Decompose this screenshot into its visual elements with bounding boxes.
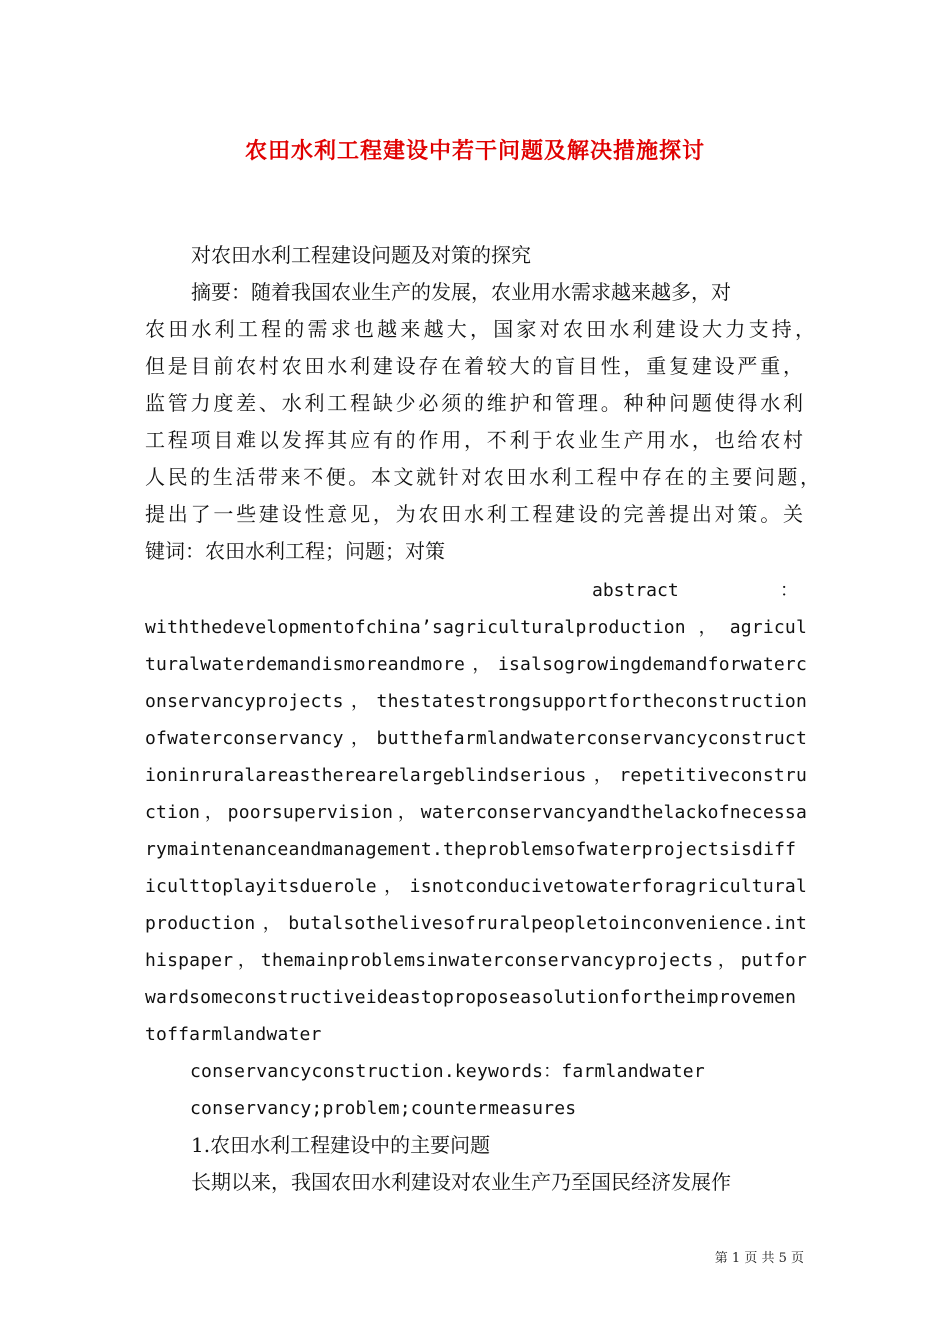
abstract-cn-line: 摘要：随着我国农业生产的发展，农业用水需求越来越多，对 <box>191 280 731 304</box>
abstract-en-label-row <box>592 572 799 609</box>
keywords-en-line: conservancy;problem;countermeasures <box>190 1098 577 1119</box>
abstract-cn-line: 农田水利工程的需求也越来越大，国家对农田水利建设大力支持， <box>145 317 815 341</box>
abstract-en-line: ofwaterconservancy，butthefarmlandwaterconservancyconstruct <box>145 728 807 749</box>
abstract-en-line: ction，poorsupervision，waterconservancyandthelackofnecessa <box>145 802 807 823</box>
abstract-cn-line: 工程项目难以发挥其应有的作用，不利于农业生产用水，也给农村 <box>145 428 803 452</box>
abstract-cn-line: 但是目前农村农田水利建设存在着较大的盲目性，重复建设严重， <box>145 354 803 378</box>
abstract-en-line: iculttoplayitsduerole，isnotconducivetowaterforagricultural <box>145 876 807 897</box>
abstract-en-line: production，butalsothelivesofruralpeopletoinconvenience.int <box>145 913 807 934</box>
abstract-en-line: turalwaterdemandismoreandmore，isalsogrowingdemandforwaterc <box>145 654 807 675</box>
abstract-en-line: onservancyprojects，thestatestrongsupportfortheconstruction <box>145 691 807 712</box>
body-paragraph-line: 长期以来，我国农田水利建设对农业生产乃至国民经济发展作 <box>191 1170 731 1194</box>
abstract-en-line: ioninruralareastherearelargeblindserious，repetitiveconstru <box>145 765 807 786</box>
abstract-cn-line: 提出了一些建设性意见，为农田水利工程建设的完善提出对策。关 <box>145 502 803 526</box>
abstract-en-label: abstract <box>592 580 679 601</box>
abstract-en-colon: ： <box>780 580 798 601</box>
abstract-en-line: hispaper，themainproblemsinwaterconservancyprojects，putfor <box>145 950 807 971</box>
abstract-en-line: wardsomeconstructiveideastoproposeasolutionfortheimprovemen <box>145 987 797 1008</box>
keywords-en-line: conservancyconstruction.keywords：farmlandwater <box>190 1061 705 1082</box>
abstract-en-line: toffarmlandwater <box>145 1024 322 1045</box>
subtitle: 对农田水利工程建设问题及对策的探究 <box>191 243 531 267</box>
document-title: 农田水利工程建设中若干问题及解决措施探讨 <box>244 138 705 164</box>
abstract-cn-line: 人民的生活带来不便。本文就针对农田水利工程中存在的主要问题， <box>145 465 820 489</box>
abstract-en-line: rymaintenanceandmanagement.theproblemsofwaterprojectsisdiff <box>145 839 797 860</box>
page-number: 第 1 页 共 5 页 <box>714 1251 804 1266</box>
abstract-en-line: withthedevelopmentofchina’sagriculturalproduction，agricul <box>145 617 807 638</box>
abstract-cn-line: 监管力度差、水利工程缺少必须的维护和管理。种种问题使得水利 <box>145 391 803 415</box>
keywords-cn: 键词：农田水利工程；问题；对策 <box>145 539 445 563</box>
section-heading: 1.农田水利工程建设中的主要问题 <box>191 1133 491 1157</box>
